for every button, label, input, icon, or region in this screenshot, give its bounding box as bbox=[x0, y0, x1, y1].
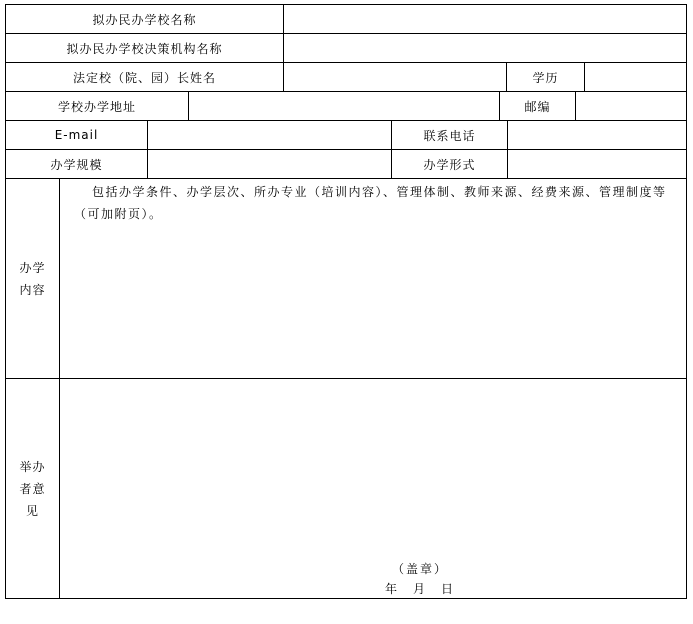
principal-field[interactable] bbox=[283, 62, 507, 92]
decision-body-label bbox=[5, 33, 284, 63]
content-field[interactable] bbox=[59, 178, 687, 379]
date-month: 月 bbox=[412, 582, 427, 596]
content-label-line1: 办学 bbox=[19, 260, 46, 275]
date-year: 年 bbox=[384, 582, 399, 596]
content-hint-text: 包括办学条件、办学层次、所办专业（培训内容）、管理体制、教师来源、经费来源、管理制度等（可加附页）。 bbox=[74, 185, 667, 221]
email-field[interactable] bbox=[147, 120, 392, 150]
address-field[interactable] bbox=[188, 91, 500, 121]
opinion-label bbox=[5, 378, 60, 599]
postcode-label bbox=[499, 91, 576, 121]
form-type-label bbox=[391, 149, 508, 179]
education-label-text: 学历 bbox=[532, 70, 559, 85]
postcode-label-text: 邮编 bbox=[524, 99, 551, 114]
decision-body-field[interactable] bbox=[283, 33, 687, 63]
address-label bbox=[5, 91, 189, 121]
opinion-label-line1: 举办 bbox=[19, 459, 46, 474]
school-name-field[interactable] bbox=[283, 4, 687, 34]
principal-label bbox=[5, 62, 284, 92]
scale-label-text: 办学规模 bbox=[50, 157, 103, 172]
address-label-text: 学校办学地址 bbox=[57, 99, 136, 114]
education-field[interactable] bbox=[584, 62, 687, 92]
opinion-label-line3: 见 bbox=[25, 503, 39, 518]
form-type-label-text: 办学形式 bbox=[423, 157, 476, 172]
content-label bbox=[5, 178, 60, 379]
opinion-label-line2: 者意 bbox=[19, 481, 46, 496]
form-type-field[interactable] bbox=[507, 149, 687, 179]
seal-text: （盖章） bbox=[391, 562, 448, 576]
opinion-field[interactable] bbox=[59, 378, 687, 599]
phone-label bbox=[391, 120, 508, 150]
content-label-line2: 内容 bbox=[19, 282, 46, 297]
decision-body-label-text: 拟办民办学校决策机构名称 bbox=[66, 41, 223, 56]
principal-label-text: 法定校（院、园）长姓名 bbox=[72, 70, 216, 85]
education-label bbox=[506, 62, 585, 92]
email-label bbox=[5, 120, 148, 150]
date-row bbox=[360, 579, 480, 599]
school-name-label bbox=[5, 4, 284, 34]
phone-field[interactable] bbox=[507, 120, 687, 150]
seal-date-block bbox=[360, 559, 480, 599]
scale-label bbox=[5, 149, 148, 179]
school-application-form bbox=[5, 4, 687, 599]
postcode-field[interactable] bbox=[575, 91, 687, 121]
phone-label-text: 联系电话 bbox=[423, 128, 476, 143]
email-label-text: E-mail bbox=[54, 128, 99, 142]
school-name-label-text: 拟办民办学校名称 bbox=[92, 12, 197, 27]
scale-field[interactable] bbox=[147, 149, 392, 179]
date-day: 日 bbox=[441, 582, 456, 596]
